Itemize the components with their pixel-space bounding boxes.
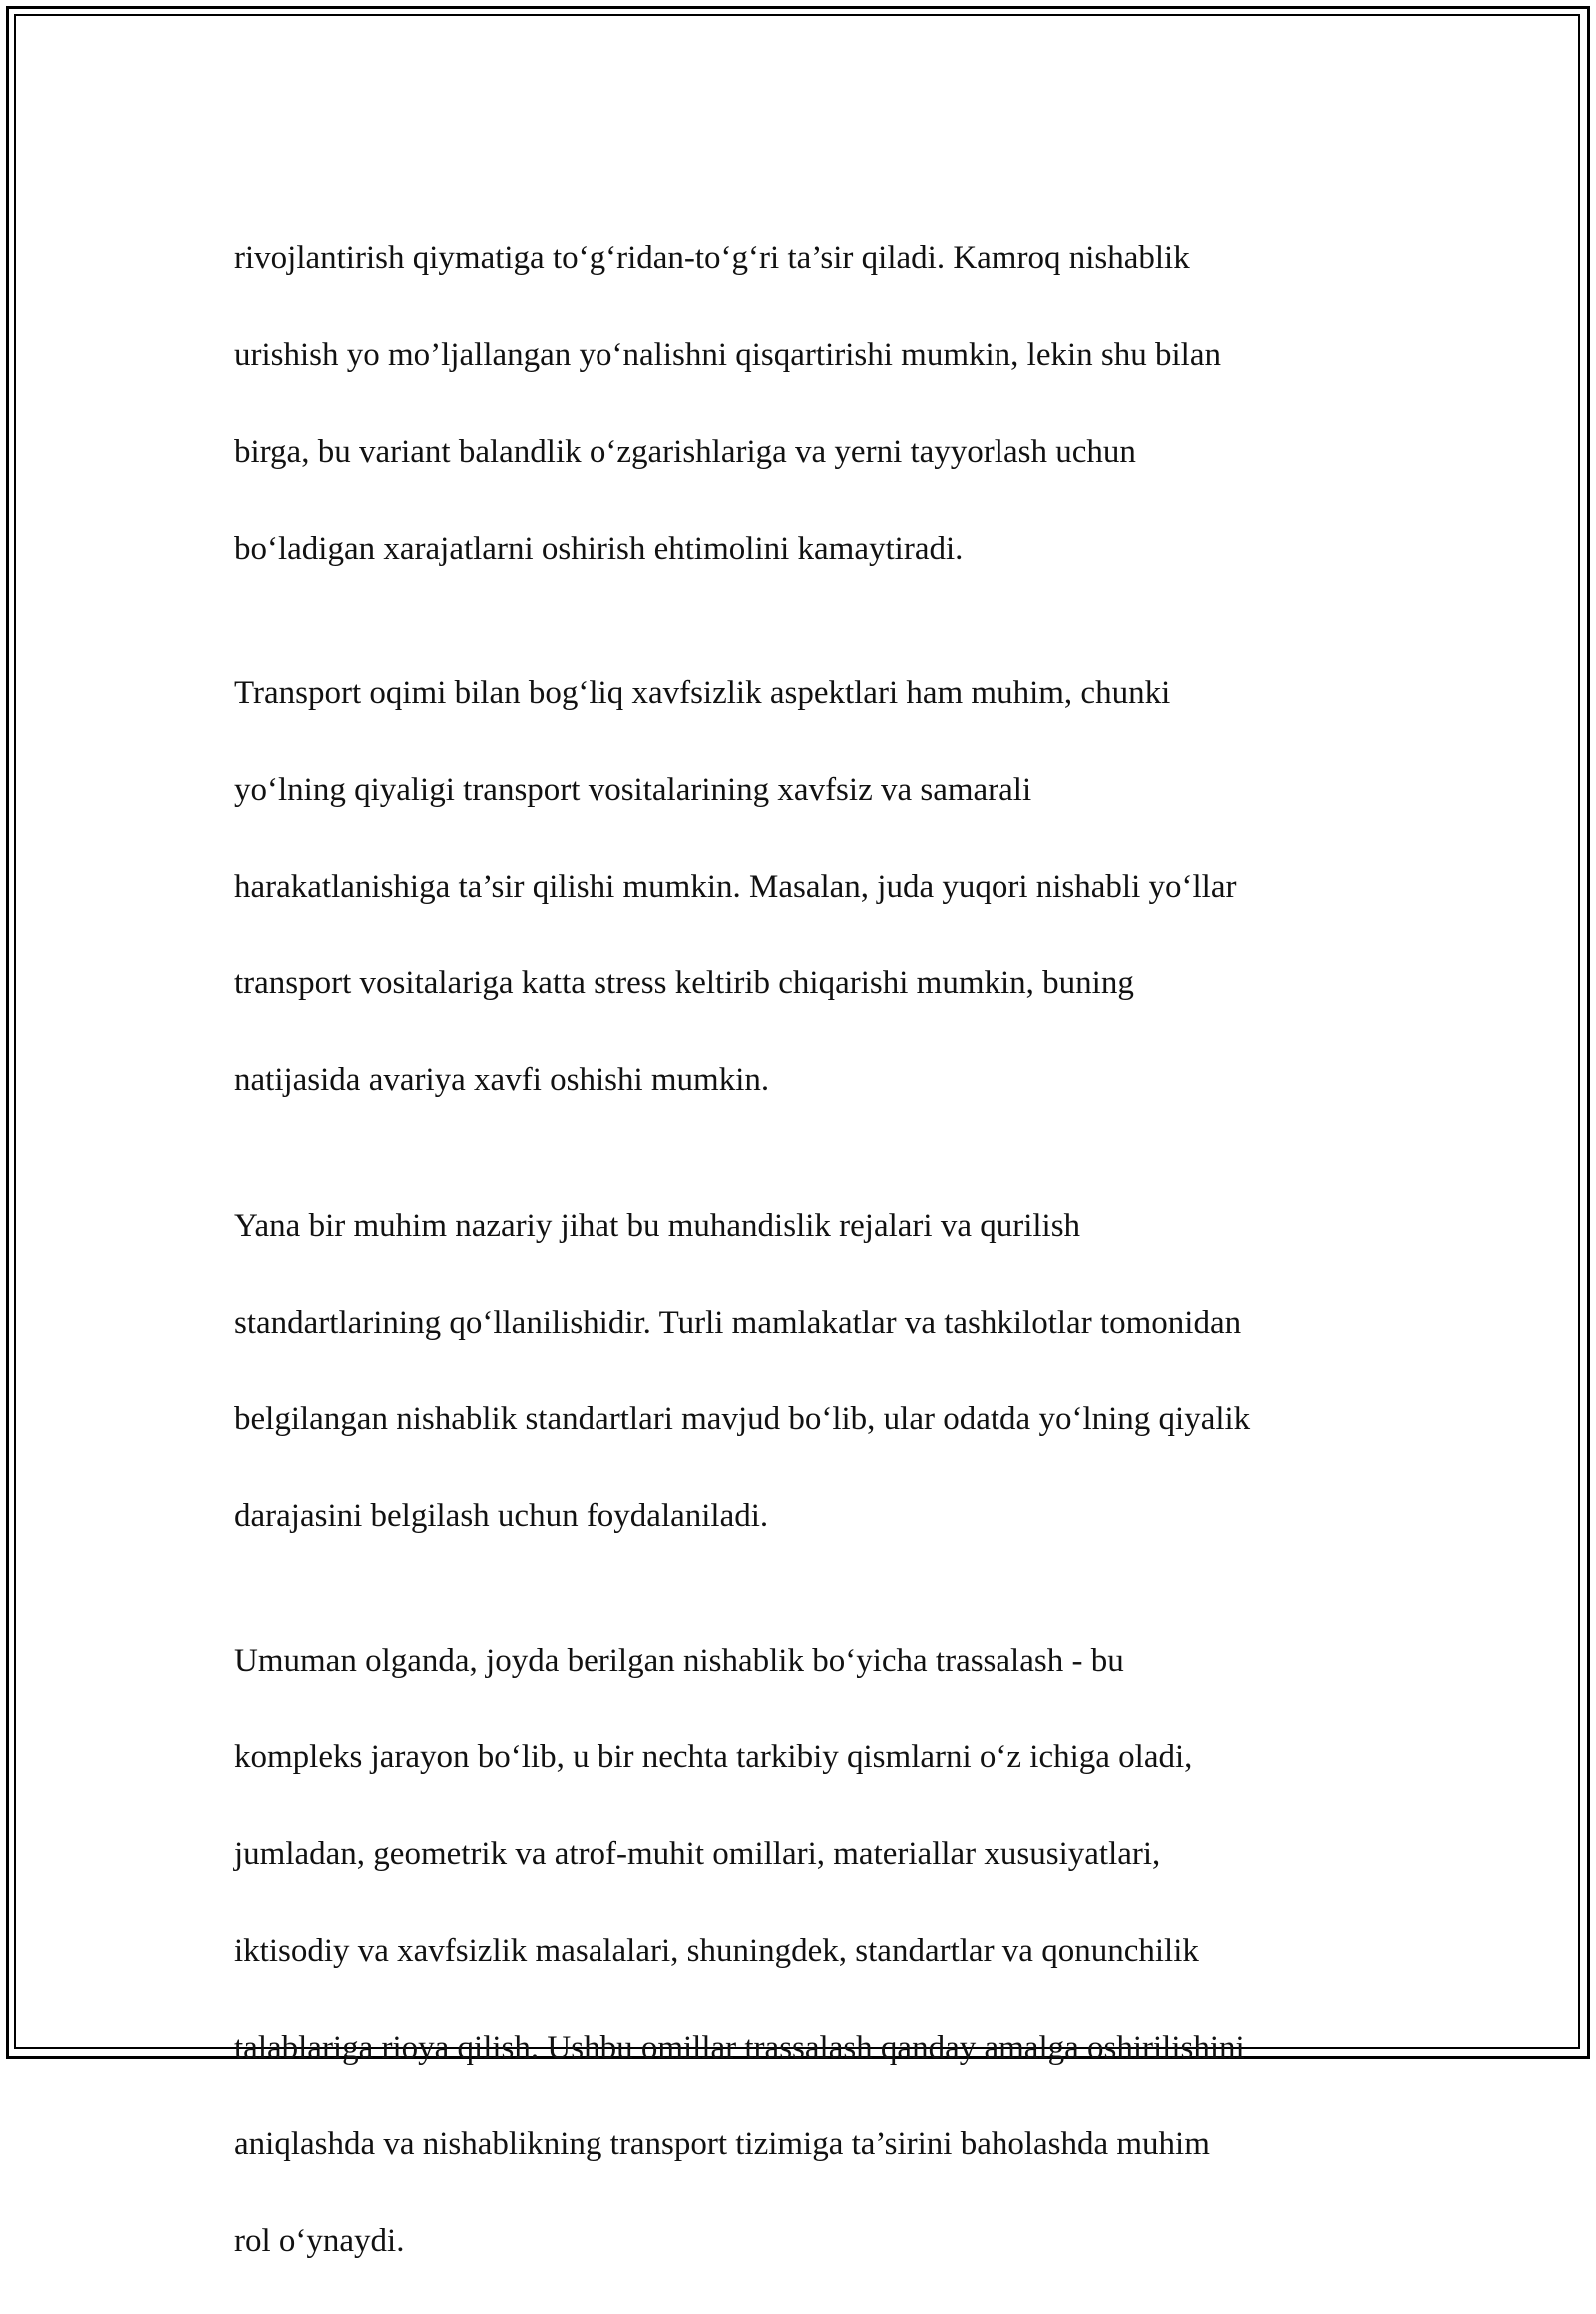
paragraph-4	[234, 1589, 1372, 2266]
paragraph-line: rol o‘ynaydi.	[234, 2223, 405, 2259]
paragraph-line: rivojlantirish qiymatiga to‘g‘ridan-to‘g‘ri ta’sir qiladi. Kamroq nishablik	[234, 239, 1190, 276]
paragraph-line: natijasida avariya xavfi oshishi mumkin.	[234, 1062, 770, 1098]
paragraph-line: iktisodiy va xavfsizlik masalalari, shuningdek, standartlar va qonunchilik	[234, 1933, 1199, 1969]
paragraph-line: yo‘lning qiyaligi transport vositalarining xavfsiz va samarali	[234, 772, 1032, 808]
paragraph-line: belgilangan nishablik standartlari mavjud bo‘lib, ular odatda yo‘lning qiyalik	[234, 1400, 1251, 1437]
paragraph-line: kompleks jarayon bo‘lib, u bir nechta tarkibiy qismlarni o‘z ichiga oladi,	[234, 1739, 1193, 1775]
paragraph-line: Umuman olganda, joyda berilgan nishablik bo‘yicha trassalash - bu	[234, 1643, 1124, 1679]
paragraph-line: jumladan, geometrik va atrof-muhit omillari, materiallar xususiyatlari,	[234, 1836, 1161, 1872]
paragraph-line: standartlarining qo‘llanilishidir. Turli mamlakatlar va tashkilotlar tomonidan	[234, 1304, 1242, 1341]
paragraph-line: transport vositalariga katta stress keltirib chiqarishi mumkin, buning	[234, 965, 1134, 1001]
paragraph-line: darajasini belgilash uchun foydalaniladi.	[234, 1497, 769, 1534]
paragraph-2	[234, 621, 1372, 1105]
paragraph-line: harakatlanishiga ta’sir qilishi mumkin. Masalan, juda yuqori nishabli yo‘llar	[234, 869, 1237, 905]
paragraph-3	[234, 1153, 1372, 1540]
paragraph-line: urishish yo mo’ljallangan yo‘nalishni qisqartirishi mumkin, lekin shu bilan	[234, 336, 1221, 373]
paragraph-line: talablariga rioya qilish. Ushbu omillar trassalash qanday amalga oshirilishini	[234, 2030, 1245, 2066]
paragraph-line: Yana bir muhim nazariy jihat bu muhandislik rejalari va qurilish	[234, 1207, 1081, 1244]
paragraph-line: bo‘ladigan xarajatlarni oshirish ehtimolini kamaytiradi.	[234, 530, 964, 567]
paragraph-line: birga, bu variant balandlik o‘zgarishlariga va yerni tayyorlash uchun	[234, 433, 1136, 470]
paragraph-1	[234, 186, 1372, 573]
paragraph-line: Transport oqimi bilan bog‘liq xavfsizlik aspektlari ham muhim, chunki	[234, 675, 1171, 711]
document-body	[234, 186, 1372, 2314]
paragraph-line: aniqlashda va nishablikning transport tizimiga ta’sirini baholashda muhim	[234, 2126, 1210, 2162]
